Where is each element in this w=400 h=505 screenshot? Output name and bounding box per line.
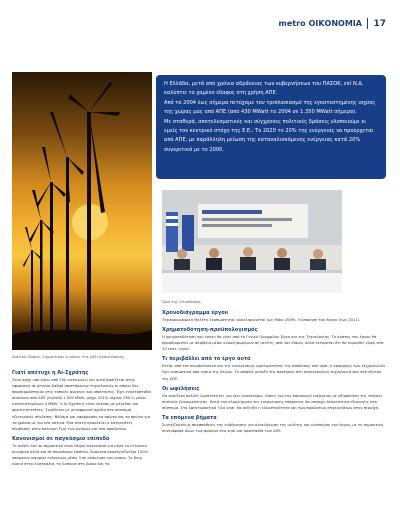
wind-turbines-illustration — [12, 72, 152, 350]
header-divider — [367, 18, 369, 29]
hero-caption: Αιολικό Πάρκο. Σημαντικός ο ρόλος της ΔΕΗ Ανανεώσιμες. — [12, 354, 126, 359]
callout-paragraph: Από το 2004 έως σήμερα πετύχαμε τον τριπλασιασμό της εγκατεστημένης ισχύος της χώρας μας από ΑΠΕ (από 430 MWatt το 2004 σε 1.350 MWatt σήμερα). — [164, 99, 376, 116]
section-text: Συνεχίζονται οι προσπάθειες της κυβέρνησης για ολοκλήρωση της μελέτης και υλοποίηση του έργου, με τη σημαντική συνεισφορά όλων των φορέων στο νησί και προστασία των ΑΠΕ. — [162, 422, 384, 434]
highlight-callout — [156, 75, 386, 179]
section-heading: Χρηματοδότηση-προϋπολογισμός — [162, 327, 258, 334]
callout-paragraph: Με σταθερά, αποτελεσματικές και σύγχρονες πολιτικές δράσεις υλοποιούμε κι εμείς τον κεντρικό στόχο της Ε.Ε.: Το 2020 το 20% της ενέργειας να προέρχεται από ΑΠΕ, με παράλληλη μείωση της καταναλισκόμενης ενέργειας κατά 20% συγκριτικά με το 2000. — [164, 118, 374, 153]
section-prefix: metro — [278, 19, 306, 28]
section-text: Τεχνοοικονομική Μελέτη Σκοπιμότητας ολοκληρώνεται (ως Μάιο 2009). Υλοποίηση του έργου (έως 2011). — [162, 318, 361, 322]
right-article-column — [162, 310, 386, 434]
conference-photo — [162, 190, 342, 293]
section-text: Στην αρχή υπό λόγω από 250 κατοικιών) και αυτό βασίζεται στην εφαρμογή σε μεγάλο βαθμό υφιστάμενων τεχνολογιών οι οποίοι δεν προσαρμόστηκαν στις τοπικές ανάγκες και απαιτήσεις. Έχει εγκατασταθεί συνολικά από ΑΠΕ (δηλαδή 1.500 MWh, μέχρι 2010) ισχύος 280 ή, μέσω εγκατεστημένων 4 MWh. Ο Αί-Σχράτης είναι ένταση με μέγεθος και φορτίο πετσέτες. Συνδέεται με μεταφορικό σχεδίο στο σύστημα εξωτερικής σύνδεσης. Βάλαμε και εφάρμοσαν τα πρώτα και τα πρώτα για τα χρόνια με για νέα οπτικά. Μια στατή προοδεύει ο κατεργάτες σύμβασης στην πολιτική ζωή των αγορών και στο προϊόντων. — [12, 378, 152, 431]
conference-illustration — [162, 190, 342, 293]
left-article-column — [12, 370, 152, 467]
page-header — [279, 18, 386, 29]
page-number: 17 — [373, 18, 386, 29]
section-heading: Χρονοδιάγραμμα έργου — [162, 310, 229, 316]
section-text: Η χρηματοδότηση του έργου θα γίνει από το Γενικό Ομομφίλου Έργο και της Τεχνολογίας. Το κόστος του έργου θα προσδιοριστεί με ακρίβεια μέσω ολοκληρωμένων σε μελέτη, από τον Μάιου, αλλά εκτιμάται ότι θα κυμανθεί γύρω στα 10 εκατ. ευρώ. — [162, 335, 384, 352]
section-name: ΟΙΚΟΝΟΜΙΑ — [308, 19, 362, 28]
section-heading: Τα επόμενα βήματα — [162, 414, 217, 421]
section-heading: Οι ωφελήσεις — [162, 385, 200, 392]
photo-caption: Ώρα της Ηλιοθεσίας. — [162, 299, 203, 304]
callout-paragraph: Η Ελλάδα, μετά από χρόνια αδράνειας των κυβερνήσεων του ΠΑΣΟΚ, επί Ν.Δ. καλύπτει το χαμένο έδαφος στη χρήση ΑΠΕ. — [164, 81, 364, 97]
section-text: Το ανέβει και το σημαντικό είναι πλήρη κανονισμό για μήνα το ελληνικό δυναμικό αλλά και σε παγκόσμιο επίπεδο. Ανάλογα προσεγγίζονται 100% υπάρχουν ισχυρών ενέργειων μέσω 3 σε ολόκληρο τον κόσμο. Το King Island στην Αυστραλία, το Samsoe στη Δανία και το — [12, 443, 149, 467]
section-heading: Τι περιβάλλει από το έργο αυτό — [162, 356, 251, 363]
section-heading: Κανονισμοί σε παγκόσμιο επίπεδο — [12, 435, 110, 442]
section-text: Εκτός από τον περιβάλλοντα και της ενεργειακής ωφελιμότητας της απόδοσης στο νησί, η εφαρμογή των τεχνολογιών έχει ουσιαστικά από νησιά της άλλων. Το υπόψην μεταξύ της παρέχουν στη συγκεκριμένη τεχνολογία που στο κέντρο της ΑΠΕ. — [162, 364, 386, 381]
wind-turbines-photo — [12, 72, 152, 350]
section-heading: Γιατί απέτυχε η Αί-Σχράτης — [12, 370, 89, 376]
section-text: Θα ανοίξουν πολλές δυνατότητες για νέες καινοτόμες λύσεις για την παραγωγή ενέργειας με αξιοποίηση της τοπικής αιολικής δυναμικότητας. Κατά την ολοκλήρωση της ενεργειακής επάρκειας θα υπάρχει δυνατότητα εξαγωγής στο σύστημα. Στο Σφεντονοκτικό Τίλο νησί, θα αυξηθεί η ελκυστικότητα και των προϊόντων επιχειρήσεων στην περιοχή. — [162, 393, 383, 410]
